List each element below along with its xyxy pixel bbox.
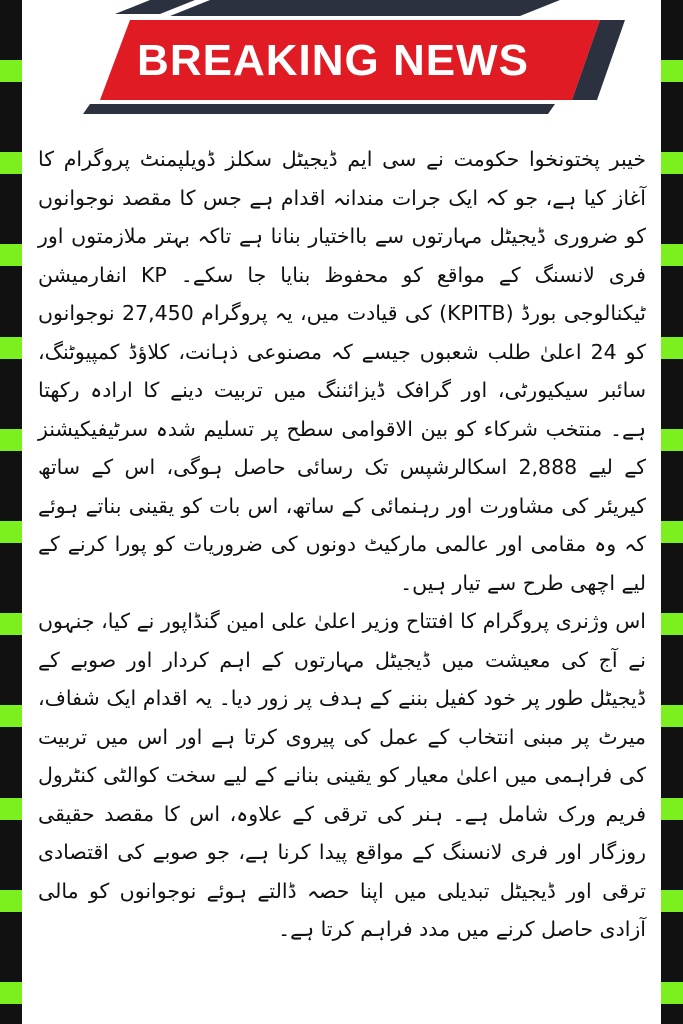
border-dash: [0, 705, 22, 727]
banner-bottom-stripe: [83, 104, 555, 114]
border-dash: [661, 244, 683, 266]
article-body: [38, 140, 646, 1010]
article-paragraph-1: خیبر پختونخوا حکومت نے سی ایم ڈیجیٹل سکلز ڈویلپمنٹ پروگرام کا آغاز کیا ہے، جو کہ ایک جرات مندانہ اقدام ہے جس کا مقصد نوجوانوں کو ضروری ڈیجیٹل مہارتوں سے بااختیار بنانا ہے تاکہ بہتر ملازمتوں اور فری لانسنگ کے مواقع کو محفوظ بنایا جا سکے۔ KP انفارمیشن ٹیکنالوجی بورڈ (KPITB) کی قیادت میں، یہ پروگرام 27,450 نوجوانوں کو 24 اعلیٰ طلب شعبوں جیسے کہ مصنوعی ذہانت، کلاؤڈ کمپیوٹنگ، سائبر سیکیورٹی، اور گرافک ڈیزائننگ میں تربیت دینے کا ارادہ رکھتا ہے۔ منتخب شرکاء کو بین الاقوامی سطح پر تسلیم شدہ سرٹیفیکیشنز کے لیے 2,888 اسکالرشپس تک رسائی حاصل ہوگی، اس کے ساتھ کیریئر کی مشاورت اور رہنمائی کے ساتھ، اس بات کو یقینی بناتے ہوئے کہ وہ مقامی اور عالمی مارکیٹ دونوں کی ضروریات کو پورا کرنے کے لیے اچھی طرح سے تیار ہیں۔: [38, 147, 646, 595]
breaking-news-banner: [0, 0, 683, 120]
border-dash: [661, 152, 683, 174]
border-dash: [0, 152, 22, 174]
left-border-strip: [0, 0, 22, 1024]
right-border-strip: [661, 0, 683, 1024]
border-dash: [661, 890, 683, 912]
banner-title: BREAKING NEWS: [137, 36, 529, 85]
border-dash: [661, 982, 683, 1004]
border-dash: [0, 798, 22, 820]
border-dash: [661, 337, 683, 359]
border-dash: [0, 337, 22, 359]
border-dash: [0, 429, 22, 451]
border-dash: [0, 982, 22, 1004]
border-dash: [661, 613, 683, 635]
border-dash: [661, 521, 683, 543]
border-dash: [661, 429, 683, 451]
border-dash: [0, 890, 22, 912]
banner-top-stripe: [170, 0, 560, 16]
border-dash: [0, 521, 22, 543]
border-dash: [661, 798, 683, 820]
border-dash: [0, 613, 22, 635]
article-paragraph-2: اس وژنری پروگرام کا افتتاح وزیر اعلیٰ علی امین گنڈاپور نے کیا، جنہوں نے آج کی معیشت میں ڈیجیٹل مہارتوں کے اہم کردار اور صوبے کے ڈیجیٹل طور پر خود کفیل بننے کے ہدف پر زور دیا۔ یہ اقدام ایک شفاف، میرٹ پر مبنی انتخاب کے عمل کی پیروی کرتا ہے اور اس میں تربیت کی فراہمی میں اعلیٰ معیار کو یقینی بنانے کے لیے سخت کوالٹی کنٹرول فریم ورک شامل ہے۔ ہنر کی ترقی کے علاوہ، اس کا مقصد حقیقی روزگار اور فری لانسنگ کے مواقع پیدا کرنا ہے، جو صوبے کی اقتصادی ترقی اور ڈیجیٹل تبدیلی میں اپنا حصہ ڈالتے ہوئے نوجوانوں کو مالی آزادی حاصل کرنے میں مدد فراہم کرتا ہے۔: [38, 609, 646, 941]
border-dash: [0, 244, 22, 266]
border-dash: [661, 705, 683, 727]
